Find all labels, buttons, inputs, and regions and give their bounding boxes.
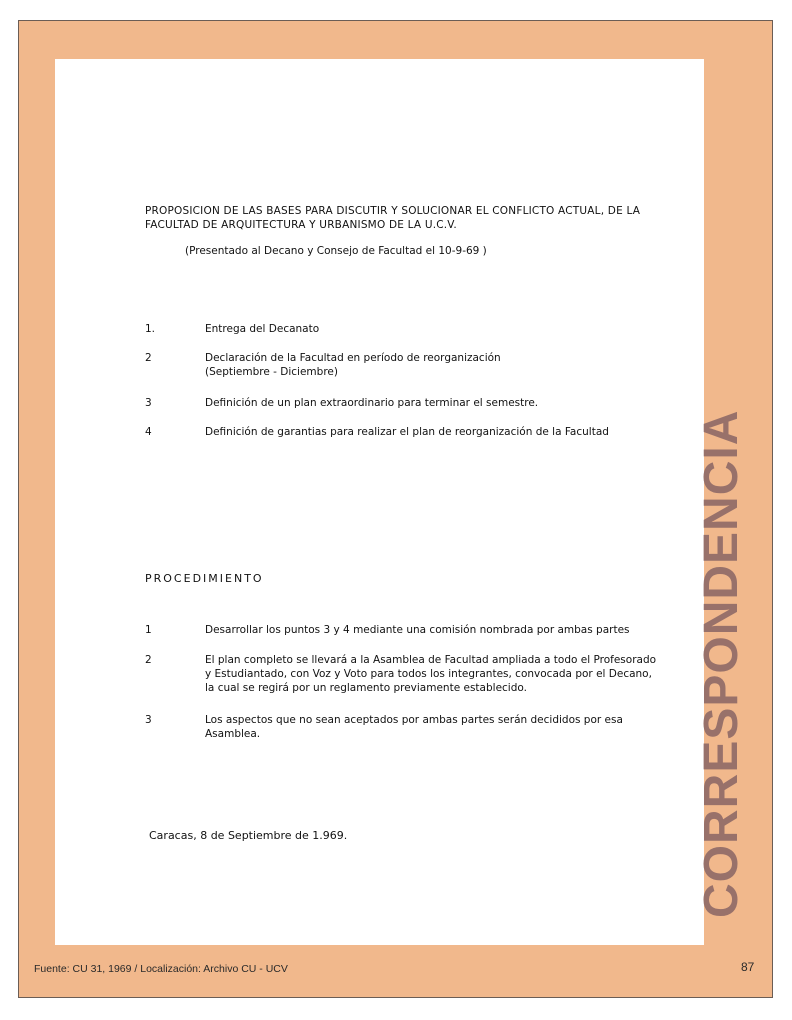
section-title-vertical: CORRESPONDENCIA [695,409,748,918]
list-item-text: Definición de un plan extraordinario para terminar el semestre. [205,397,539,409]
procedure-item-number: 1 [145,624,152,636]
list-item-number: 1. [145,323,156,335]
list-item-number: 2 [145,352,152,364]
procedure-title: PROCEDIMIENTO [145,572,264,585]
document-sheet [55,59,704,945]
list-item-text: Definición de garantias para realizar el plan de reorganización de la Facultad [205,426,609,438]
list-item-text: Declaración de la Facultad en período de reorganización (Septiembre - Diciembre) [205,352,501,378]
list-item-text: Entrega del Decanato [205,323,320,335]
procedure-item-number: 2 [145,654,152,666]
footer-source: Fuente: CU 31, 1969 / Localización: Archivo CU - UCV [34,963,288,975]
procedure-item-text: El plan completo se llevará a la Asamblea de Facultad ampliada a todo el Profesorado y Estudiantado, con Voz y Voto para todos los integrantes, convocada por el Decano, la cual se regirá por un reglamento previamente establecido. [205,654,657,694]
document-heading: PROPOSICION DE LAS BASES PARA DISCUTIR Y SOLUCIONAR EL CONFLICTO ACTUAL, DE LA FACULTAD DE ARQUITECTURA Y URBANISMO DE LA U.C.V. [145,205,641,231]
procedure-item-text: Desarrollar los puntos 3 y 4 mediante una comisión nombrada por ambas partes [205,624,630,636]
procedure-item-number: 3 [145,714,152,726]
page-number: 87 [741,960,755,974]
closing-line: Caracas, 8 de Septiembre de 1.969. [149,829,348,842]
list-item-number: 4 [145,426,152,438]
list-item-number: 3 [145,397,152,409]
page-frame [18,20,773,998]
procedure-item-text: Los aspectos que no sean aceptados por ambas partes serán decididos por esa Asamblea. [205,714,623,740]
document-subheading: (Presentado al Decano y Consejo de Facultad el 10-9-69 ) [185,245,487,257]
